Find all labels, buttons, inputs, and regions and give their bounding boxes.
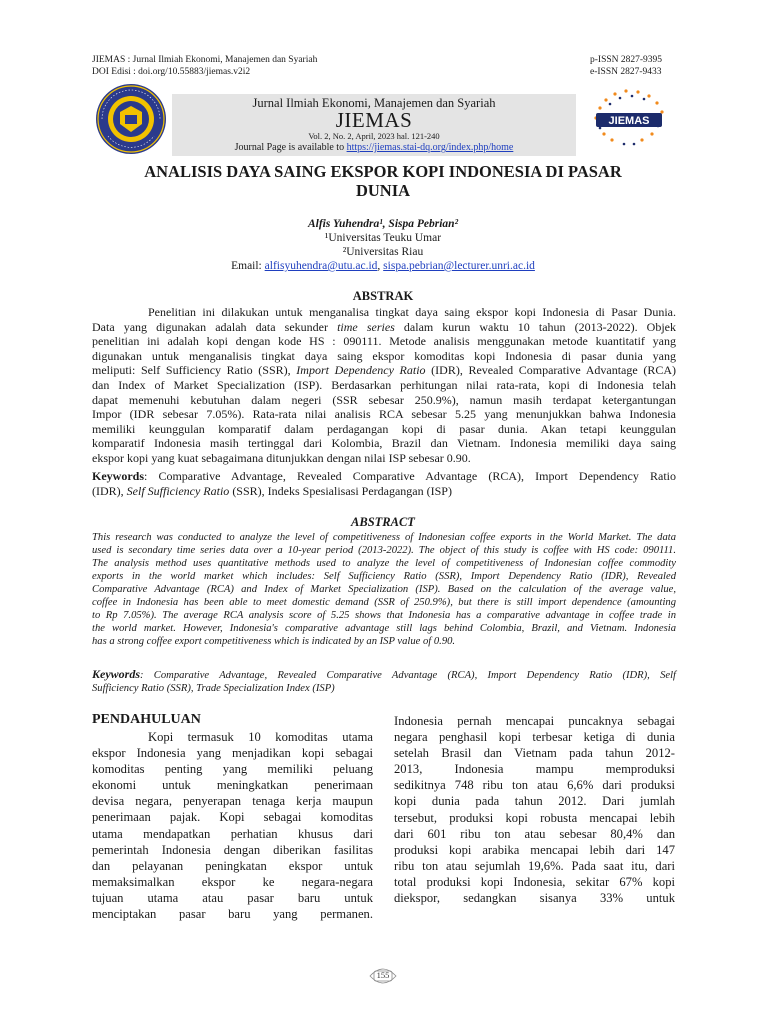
abstract-heading: ABSTRACT <box>351 515 415 529</box>
intro-left-line: penerimaan pajak. Kopi sebagai komoditas <box>92 810 373 825</box>
issn-block <box>590 54 662 78</box>
abstract-keywords-label: Keywords <box>92 667 140 681</box>
abstrak-keywords-text1: : Comparative Advantage, Revealed Comparative Advantage (RCA), Import Dependency Ratio <box>144 469 676 483</box>
authors: Alfis Yuhendra¹, Sispa Pebrian² <box>307 218 459 230</box>
italic-term: Import Dependency Ratio <box>296 363 426 378</box>
abstract-line: used is secondary time series data over a 10-year period (2013-2022). The object of this study is coffee with HS code: 090111. <box>92 545 676 556</box>
intro-left-line: memaksimalkan ekspor ke negara-negara <box>92 874 373 889</box>
abstrak-line: digunakan untuk menganalisis tingkat daya saing ekspor komoditas kopi Indonesia di pasar dunia yang <box>92 348 676 363</box>
eissn: e-ISSN 2827-9433 <box>590 67 662 77</box>
journal-page-prefix: Journal Page is available to <box>234 142 347 153</box>
email-separator: , <box>377 260 384 272</box>
abstract-keywords-line2: Sufficiency Ratio (SSR), Trade Specialization Index (ISP) <box>92 683 335 694</box>
intro-right-line: setelah Brasil dan Vietnam pada tahun 2012- <box>394 746 675 761</box>
abstract-line: coffee in Indonesia has been able to meet domestic demand (SSR of 250.9%), but there is still import dependence (amounting <box>92 597 676 608</box>
intro-right-line: kopi dunia pada tahun 2012. Dari jumlah <box>394 794 675 809</box>
intro-right-line: produksi kopi arabika mencapai lebih dari 147 <box>394 842 675 857</box>
abstrak-keywords <box>92 469 676 498</box>
intro-right-line: negara penghasil kopi terbesar ketiga di dunia <box>394 730 675 745</box>
intro-left-line: dan pelayanan peningkatan ekspor untuk <box>92 858 373 873</box>
article-title-line2: DUNIA <box>355 181 411 200</box>
italic-term: time series <box>337 319 395 334</box>
email-label: Email: <box>231 260 265 272</box>
abstrak-line: Data yang digunakan adalah data sekunder time series dalam kurun waktu 10 tahun (2013-2022). Objek <box>92 319 677 334</box>
intro-left-line: devisa negara, penyerapan tenaga kerja maupun <box>92 794 373 809</box>
abstrak-keywords-line1 <box>92 469 676 484</box>
intro-left-line: utama mendapatkan perhatian khusus dari <box>92 826 373 841</box>
intro-right-column <box>394 713 675 906</box>
abstract-line: to Rp 7.05%). The average RCA analysis score of 5.25 shows that Indonesia has a comparative advantage in coffee trade in <box>92 610 676 621</box>
intro-right-line: 2013, Indonesia mampu memproduksi <box>394 762 675 777</box>
journal-header <box>92 54 317 78</box>
intro-left-line: menciptakan pasar baru yang permanen. <box>92 907 373 922</box>
pissn: p-ISSN 2827-9395 <box>590 55 663 65</box>
intro-left-line: ekonomi untuk meningkatkan penerimaan <box>92 778 373 793</box>
abstrak-line: dapat memenuhi kebutuhan dalam negeri (SSR sebesar 250.9%), namun masih terdapat ketergantungan <box>92 392 676 407</box>
abstract-keywords <box>92 668 676 695</box>
abstrak-line: ekspor kopi yang kuat sebagaimana ditunjukkan dengan nilai ISP sebesar 0.90. <box>92 450 471 465</box>
email-link-2[interactable]: sispa.pebrian@lecturer.unri.ac.id <box>383 260 535 272</box>
intro-heading: PENDAHULUAN <box>92 712 201 727</box>
italic-term: Self Sufficiency Ratio <box>126 483 230 498</box>
intro-right-line: Indonesia pernah mencapai puncaknya sebagai <box>394 714 675 728</box>
journal-banner <box>172 94 576 156</box>
abstract-keywords-text1: : Comparative Advantage, Revealed Comparative Advantage (RCA), Import Dependency Ratio (IDR), Self <box>140 670 676 681</box>
abstrak-line: komparatif Indonesia masih tertinggal dari Kolombia, Brazil dan Vietnam. Indonesia memiliki daya saing <box>92 436 676 451</box>
abstract-line: The analysis method uses quantitative methods used to analyze the level of competitiveness of Indonesian coffee commodity <box>92 558 676 569</box>
intro-left-line: ekspor Indonesia yang menjadikan kopi sebagai <box>92 746 373 761</box>
intro-left-line: komoditas penting yang memiliki peluang <box>92 762 373 777</box>
page-number-badge <box>368 964 398 988</box>
banner-volume: Vol. 2, No. 2, April, 2023 hal. 121-240 <box>308 131 440 141</box>
article-title <box>100 162 666 200</box>
intro-right-line: sedikitnya 748 ribu ton atau 6,6% dari produksi <box>394 778 675 793</box>
abstract-text <box>92 531 676 648</box>
intro-right-line: total produksi kopi Indonesia, sekitar 67% kopi <box>394 874 675 889</box>
abstrak-line: Penelitian ini dilakukan untuk menganalisa tingkat daya saing ekspor kopi Indonesia di Pasar Dunia. <box>148 305 676 319</box>
affiliation-2: ²Universitas Riau <box>342 246 424 258</box>
banner-journal-name: Jurnal Ilmiah Ekonomi, Manajemen dan Syariah <box>252 96 496 110</box>
abstrak-line: dan Index of Market Specialization (ISP). Berdasarkan perhitungan nilai rata-rata, kopi di Indonesia telah <box>92 377 676 392</box>
abstrak-text <box>92 305 676 466</box>
intro-left-column <box>92 729 373 922</box>
intro-left-line: tujuan utama atau pasar baru untuk <box>92 890 373 905</box>
abstract-line: exports in the world market which includes: Self Sufficiency Ratio (SSR), Import Dependency Ratio (IDR), Revealed <box>92 571 676 582</box>
intro-left-line: Kopi termasuk 10 komoditas utama <box>148 730 373 744</box>
intro-right-line: diekspor, sedangkan sisanya 33% untuk <box>394 891 675 906</box>
journal-header-name: JIEMAS : Jurnal Ilmiah Ekonomi, Manajemen dan Syariah <box>92 55 318 65</box>
intro-right-line: tersebut, produksi kopi robusta mencapai lebih <box>394 810 675 825</box>
jiemas-logo <box>582 82 678 156</box>
email-line <box>100 259 666 273</box>
authors-block <box>100 217 666 273</box>
abstrak-keywords-label: Keywords <box>92 469 144 483</box>
affiliation-1: ¹Universitas Teuku Umar <box>324 232 442 244</box>
intro-left-line: pemerintah Indonesia dengan diberikan fasilitas <box>92 842 373 857</box>
abstrak-heading: ABSTRAK <box>352 289 414 303</box>
institution-logo <box>92 82 170 156</box>
abstrak-line: Impor (IDR sebesar 7.05%). Rata-rata nilai analisis RCA sebesar 5.25 yang menunjukkan bahwa Indonesia <box>92 407 676 422</box>
doi-line: DOI Edisi : doi.org/10.55883/jiemas.v2i2 <box>92 67 251 77</box>
jiemas-logo-text: JIEMAS <box>608 115 650 127</box>
banner-acronym: JIEMAS <box>335 108 413 132</box>
abstract-line: Comparative Advantage (RCA) and Index of Market Specialization (ISP). Based on the calculation of the average value, <box>92 584 676 595</box>
abstract-keywords-line1 <box>92 668 676 682</box>
page-number: 155 <box>376 970 390 980</box>
abstrak-keywords-line2: (IDR), Self Sufficiency Ratio (SSR), Indeks Spesialisasi Perdagangan (ISP) <box>92 483 452 498</box>
email-link-1[interactable]: alfisyuhendra@utu.ac.id <box>264 260 378 272</box>
abstract-line: has a strong coffee export competitiveness which is indicated by an ISP value of 0.90. <box>92 636 456 647</box>
abstrak-line: penelitian ini adalah kopi dengan kode HS : 090111. Metode analisis menggunakan metode kuantitatif yang <box>92 334 676 349</box>
intro-right-line: dari 601 ribu ton atau sebesar 80,4% dan <box>394 826 675 841</box>
journal-page-link[interactable]: https://jiemas.stai-dq.org/index.php/home <box>346 142 514 153</box>
intro-right-line: ribu ton atau sejumlah 19,6%. Pada saat itu, dari <box>394 858 675 873</box>
article-title-line1: ANALISIS DAYA SAING EKSPOR KOPI INDONESIA DI PASAR <box>144 162 622 181</box>
abstract-line: the world market. However, Indonesia's comparative advantage still lags behind Colombia, Brazil, and Vietnam. Indonesia <box>92 623 676 634</box>
banner-journal-page <box>172 142 576 153</box>
abstract-line: This research was conducted to analyze the level of competitiveness of Indonesian coffee exports in the World Market. The data <box>92 532 676 543</box>
abstrak-line: memiliki keunggulan komparatif dalam perdagangan kopi di pasar dunia. Akan tetapi keunggulan <box>92 421 676 436</box>
abstrak-line: meliputi: Self Sufficiency Ratio (SSR), Import Dependency Ratio (IDR), Revealed Comparative Advantage (RCA) <box>92 363 677 378</box>
